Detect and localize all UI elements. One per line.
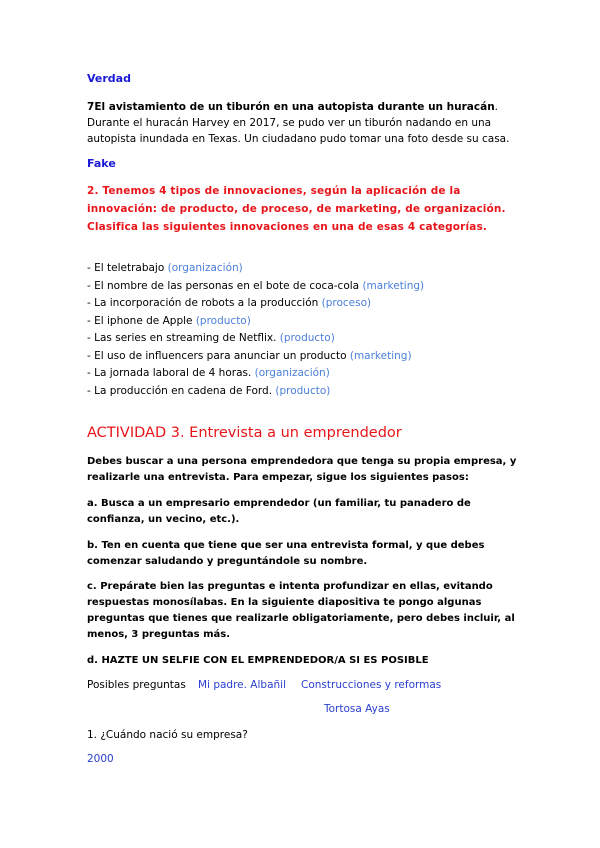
list-item-answer: (organización) [167,262,243,274]
list-item-text: - La jornada laboral de 4 horas. [87,367,255,379]
verdad-label: Verdad [87,72,131,85]
activity-intro: Debes buscar a una persona emprendedora que tenga su propia empresa, y realizarle una entrevista. Para empezar, sigue los siguientes pasos: [87,456,517,483]
question-7-number: 7 [87,101,95,113]
list-item-answer: (marketing) [349,349,412,362]
list-item-answer: (organización) [254,367,330,379]
list-item-text: - El teletrabajo [87,262,168,274]
list-item [87,348,424,366]
fake-label: Fake [87,157,116,170]
company-name: Tortosa Ayas [324,703,390,715]
question-7 [87,99,527,147]
list-item-answer: (producto) [279,332,335,344]
question-2 [87,182,527,236]
list-item-answer: (producto) [195,314,251,327]
list-item-text: - El nombre de las personas en el bote de coca-cola [87,279,363,292]
activity-title: ACTIVIDAD 3. Entrevista a un emprendedor [87,425,402,441]
question-1: 1. ¿Cuándo nació su empresa? [87,729,248,741]
company: Construcciones y reformas [301,679,442,691]
list-item [87,278,424,296]
list-item-answer: (proceso) [321,297,372,309]
list-item-text: - Las series en streaming de Netflix. [87,332,280,344]
question-2-number: 2 [87,185,95,197]
list-item-text: - La producción en cadena de Ford. [87,384,276,397]
possible-questions-label: Posibles preguntas [87,679,186,691]
list-item-text: - El iphone de Apple [87,314,196,327]
step-c: c. Prepárate bien las preguntas e intenta profundizar en ellas, evitando respuestas monosílabas. En la siguiente diapositiva te pongo algunas preguntas que tienes que realizarle obligatoriamente, pero debes incluir, al menos, 3 preguntas más. [87,581,515,640]
list-item-text: - La incorporación de robots a la producción [87,297,322,309]
question-2-text: . Tenemos 4 tipos de innovaciones, según la aplicación de la innovación: de producto, de proceso, de marketing, de organización. Clasifica las siguientes innovaciones en una de esas 4 categorías. [87,185,506,233]
list-item [87,383,424,401]
list-item [87,260,424,278]
step-d: d. HAZTE UN SELFIE CON EL EMPRENDEDOR/A SI ES POSIBLE [87,655,429,666]
list-item [87,330,424,348]
list-item [87,313,424,331]
question-7-title: El avistamiento de un tiburón en una autopista durante un huracán [94,101,495,113]
question-1-answer: 2000 [87,753,114,765]
interviewee: Mi padre. Albañil [198,679,286,691]
list-item-answer: (producto) [275,384,331,397]
innovations-list [87,260,424,400]
step-b: b. Ten en cuenta que tiene que ser una entrevista formal, y que debes comenzar saludando y preguntándole su nombre. [87,540,485,567]
list-item-answer: (marketing) [362,279,425,292]
list-item-text: - El uso de influencers para anunciar un producto [87,349,350,362]
step-a: a. Busca a un empresario emprendedor (un familiar, tu panadero de confianza, un vecino, etc.). [87,498,471,525]
list-item [87,295,424,313]
question-7-body: . Durante el huracán Harvey en 2017, se pudo ver un tiburón nadando en una autopista inundada en Texas. Un ciudadano pudo tomar una foto desde su casa. [87,101,510,145]
list-item [87,365,424,383]
